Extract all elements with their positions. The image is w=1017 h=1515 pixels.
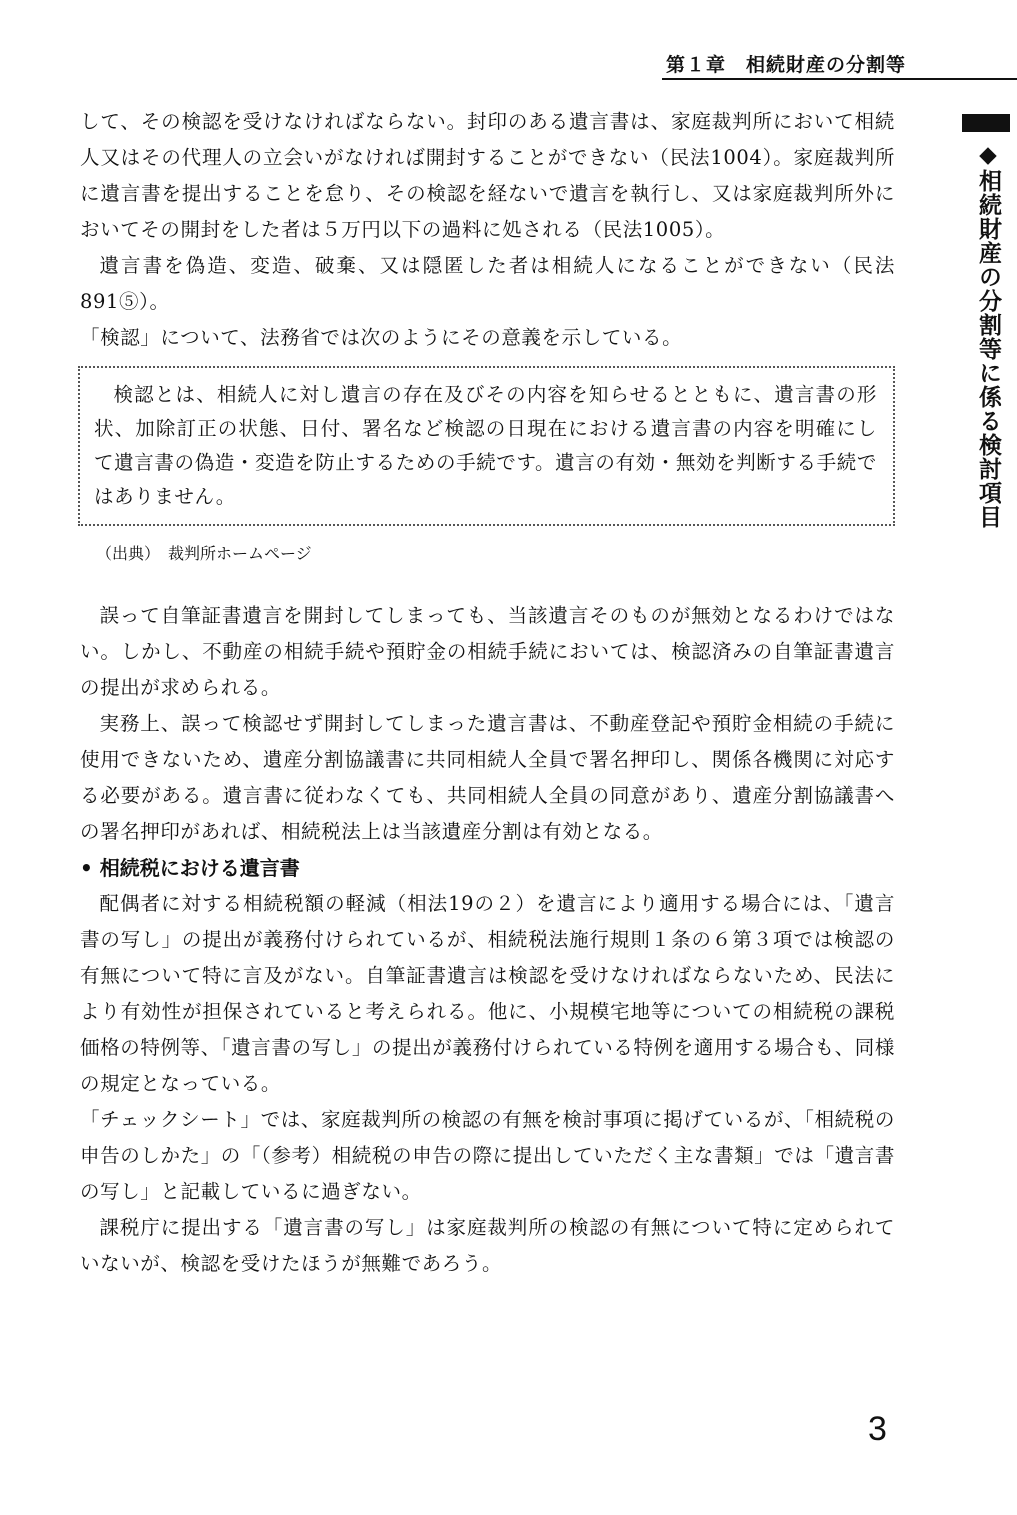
paragraph-5: 実務上、誤って検認せず開封してしまった遺言書は、不動産登記や預貯金相続の手続に使用できないため、遺産分割協議書に共同相続人全員で署名押印し、関係各機関に対応する必要がある。遺言書に従わなくても、共同相続人全員の同意があり、遺産分割協議書への署名押印があれば、相続税法上は当該遺産分割は有効となる。 <box>80 712 895 843</box>
page-body <box>80 104 895 1282</box>
quote-box <box>78 366 895 526</box>
paragraph-7: 「チェックシート」では、家庭裁判所の検認の有無を検討事項に掲げているが、「相続税の申告のしかた」の「（参考）相続税の申告の際に提出していただく主な書類」では「遺言書の写し」と記載しているに過ぎない。 <box>80 1108 895 1203</box>
side-tab-marker <box>962 114 1010 132</box>
paragraph-2: 遺言書を偽造、変造、破棄、又は隠匿した者は相続人になることができない（民法891⑤）。 <box>80 254 895 313</box>
paragraph-8: 課税庁に提出する「遺言書の写し」は家庭裁判所の検認の有無について特に定められていないが、検認を受けたほうが無難であろう。 <box>80 1216 895 1275</box>
paragraph-4: 誤って自筆証書遺言を開封してしまっても、当該遺言そのものが無効となるわけではない。しかし、不動産の相続手続や預貯金の相続手続においては、検認済みの自筆証書遺言の提出が求められる。 <box>80 604 895 699</box>
page-number: 3 <box>868 1410 887 1448</box>
section-subheading: • 相続税における遺言書 <box>80 856 300 880</box>
side-section-label: ◆相続財産の分割等に係る検討項目 <box>975 142 1001 529</box>
paragraph-6: 配偶者に対する相続税額の軽減（相法19の２）を遺言により適用する場合には、「遺言書の写し」の提出が義務付けられているが、相続税法施行規則１条の６第３項では検認の有無について特に言及がない。自筆証書遺言は検認を受けなければならないため、民法により有効性が担保されていると考えられる。他に、小規模宅地等についての相続税の課税価格の特例等、「遺言書の写し」の提出が義務付けられている特例を適用する場合も、同様の規定となっている。 <box>80 892 895 1095</box>
quote-text: 検認とは、相続人に対し遺言の存在及びその内容を知らせるとともに、遺言書の形状、加除訂正の状態、日付、署名など検認の日現在における遺言書の内容を明確にして遺言書の偽造・変造を防止するための手続です。遺言の有効・無効を判断する手続ではありません。 <box>94 383 877 508</box>
quote-source: （出典） 裁判所ホームページ <box>96 544 312 563</box>
paragraph-1: して、その検認を受けなければならない。封印のある遺言書は、家庭裁判所において相続人又はその代理人の立会いがなければ開封することができない（民法1004）。家庭裁判所に遺言書を提出することを怠り、その検認を経ないで遺言を執行し、又は家庭裁判所外においてその開封をした者は５万円以下の過料に処される（民法1005）。 <box>80 110 895 241</box>
running-header <box>662 50 1017 80</box>
paragraph-3: 「検認」について、法務省では次のようにその意義を示している。 <box>80 326 683 349</box>
chapter-title: 第１章 相続財産の分割等 <box>666 54 907 76</box>
